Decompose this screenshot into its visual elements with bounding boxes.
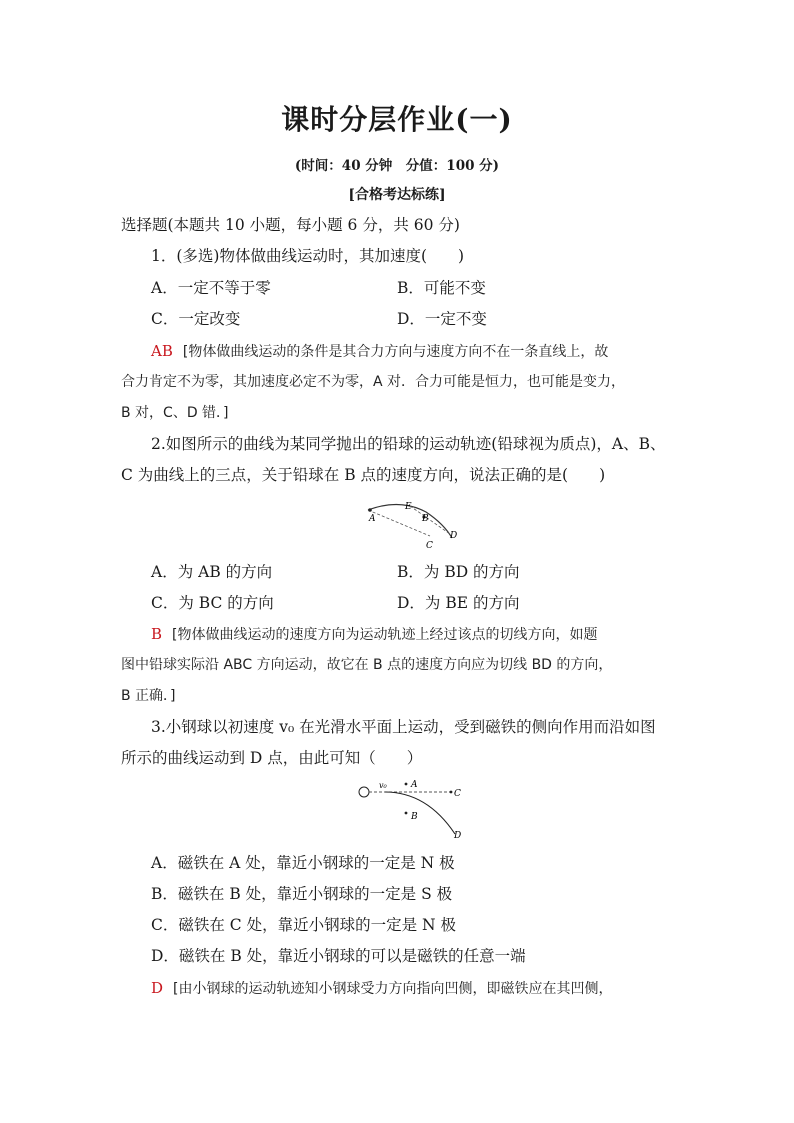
q1-stem: 1．(多选)物体做曲线运动时，其加速度( )	[151, 247, 465, 265]
q3-option-b: B．磁铁在 B 处，靠近小钢球的一定是 S 极	[151, 885, 453, 903]
q3-steel-ball	[359, 787, 369, 797]
q2-option-b: B．为 BD 的方向	[397, 563, 520, 581]
q2-explanation-line-3: B 正确．]	[121, 688, 176, 704]
q2-stem-line-2: C 为曲线上的三点，关于铅球在 B 点的速度方向，说法正确的是( )	[121, 466, 606, 484]
q2-label-a: A	[369, 514, 376, 524]
q1-option-a: A．一定不等于零	[151, 279, 271, 297]
q3-option-d: D．磁铁在 B 处，靠近小钢球的可以是磁铁的任意一端	[151, 947, 526, 965]
q2-option-a: A．为 AB 的方向	[151, 563, 273, 581]
page-title: 课时分层作业(一)	[281, 103, 513, 136]
q2-option-c: C．为 BC 的方向	[151, 594, 274, 612]
q3-label-v0: v₀	[379, 781, 387, 790]
q1-explanation-line-2: 合力肯定不为零，其加速度必定不为零，A 对．合力可能是恒力，也可能是变力，	[121, 374, 626, 390]
q3-stem-line-1: 3.小钢球以初速度 v₀ 在光滑水平面上运动，受到磁铁的侧向作用而沿如图	[151, 718, 656, 736]
q2-trajectory-figure	[360, 496, 470, 552]
q3-curved-path	[385, 792, 455, 834]
section-heading: [合格考达标练]	[348, 187, 446, 203]
q3-point-b	[405, 812, 408, 815]
q1-option-c: C．一定改变	[151, 310, 241, 328]
q3-stem-line-2: 所示的曲线运动到 D 点，由此可知（ ）	[121, 749, 423, 767]
q3-option-a: A．磁铁在 A 处，靠近小钢球的一定是 N 极	[151, 854, 455, 872]
q3-explanation-text-1: [由小钢球的运动轨迹知小钢球受力方向指向凹侧，即磁铁应在其凹侧，	[173, 981, 613, 997]
q3-point-c	[450, 791, 453, 794]
q1-explanation-line-1	[151, 340, 707, 363]
q2-point-a	[368, 508, 372, 512]
q2-explanation-line-2: 图中铅球实际沿 ABC 方向运动，故它在 B 点的速度方向应为切线 BD 的方向，	[121, 657, 613, 673]
question-group-intro: 选择题(本题共 10 小题，每小题 6 分，共 60 分)	[121, 216, 460, 234]
q1-explanation-line-3: B 对，C、D 错．]	[121, 405, 229, 421]
q2-explanation-line-1	[151, 623, 707, 646]
q2-label-e: E	[405, 502, 412, 512]
q3-label-d: D	[454, 831, 462, 840]
q2-chord-ac	[368, 510, 430, 536]
q3-label-a: A	[411, 780, 418, 790]
q2-stem-line-1: 2.如图所示的曲线为某同学抛出的铅球的运动轨迹(铅球视为质点)，A、B、	[151, 435, 666, 453]
q1-answer-key: AB	[151, 342, 173, 360]
q2-label-b: B	[422, 514, 429, 524]
q1-explanation-text-1: [物体做曲线运动的条件是其合力方向与速度方向不在一条直线上，故	[182, 344, 609, 360]
time-score-info: (时间：40 分钟 分值：100 分)	[294, 158, 500, 174]
q2-label-c: C	[426, 541, 433, 551]
q3-magnet-trajectory-figure	[355, 776, 470, 840]
q3-explanation-line-1	[151, 977, 707, 1000]
q3-point-a	[405, 783, 408, 786]
q2-option-d: D．为 BE 的方向	[397, 594, 520, 612]
q1-option-b: B．可能不变	[397, 279, 486, 297]
q3-answer-key: D	[151, 979, 164, 997]
q2-label-d: D	[450, 531, 458, 541]
q1-option-d: D．一定不变	[397, 310, 487, 328]
q3-option-c: C．磁铁在 C 处，靠近小钢球的一定是 N 极	[151, 916, 456, 934]
q3-label-b: B	[411, 812, 418, 822]
q2-explanation-text-1: [物体做曲线运动的速度方向为运动轨迹上经过该点的切线方向，如题	[172, 627, 598, 643]
q3-label-c: C	[454, 789, 461, 799]
q2-answer-key: B	[151, 625, 163, 643]
